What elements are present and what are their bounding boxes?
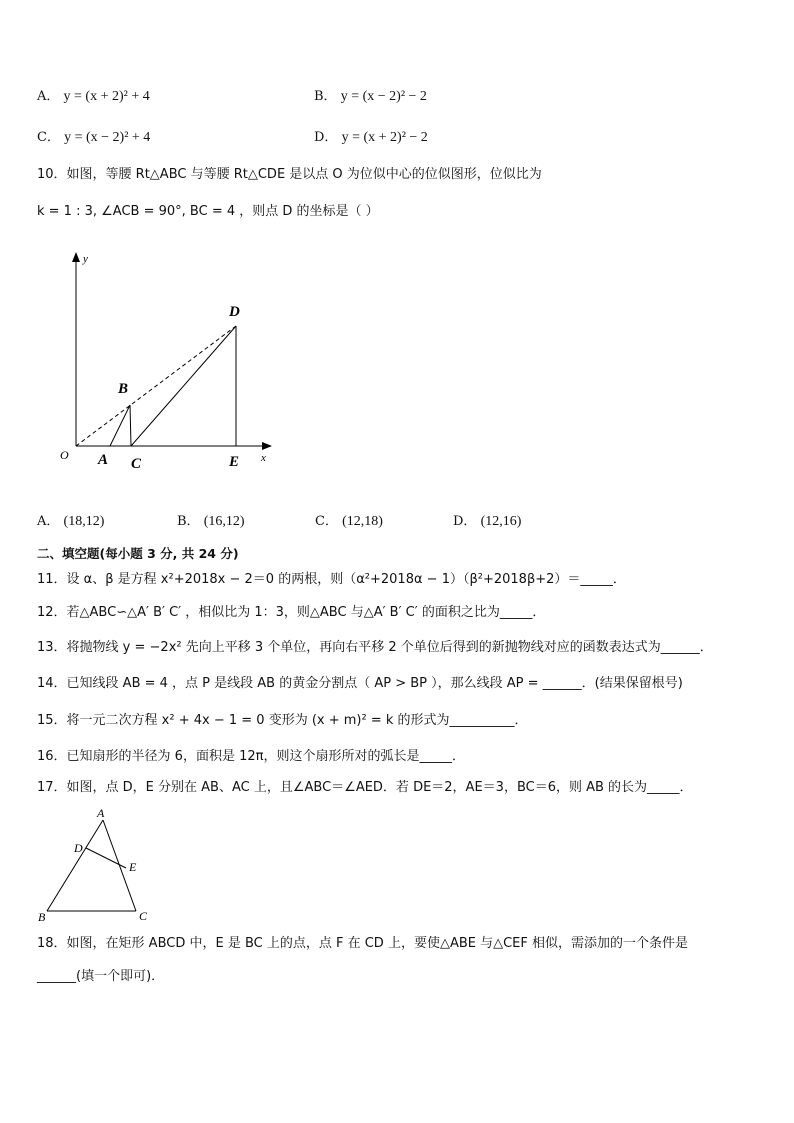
option-label: C． <box>37 130 60 145</box>
option-value: (18,12) <box>63 514 105 529</box>
label-o: O <box>60 448 69 462</box>
option-value: (16,12) <box>203 514 245 529</box>
section-heading: 二、填空题(每小题 3 分, 共 24 分) <box>37 546 239 561</box>
q16: 16．已知扇形的半径为 6，面积是 12π，则这个扇形所对的弧长是_____． <box>37 749 465 764</box>
q10-option-c <box>315 513 383 531</box>
label-e: E <box>129 860 137 874</box>
option-expression: y = (x + 2)² + 4 <box>63 89 150 104</box>
q10-option-d <box>453 513 521 531</box>
label-a: A <box>97 806 105 820</box>
label-d: D <box>74 841 83 855</box>
option-label: D． <box>314 130 338 145</box>
option-label: D． <box>453 514 477 529</box>
q14: 14．已知线段 AB = 4 ，点 P 是线段 AB 的黄金分割点（ AP > BP ），那么线段 AP = ______．(结果保留根号) <box>37 676 683 691</box>
dashed-od <box>76 326 236 446</box>
q17-figure <box>38 806 148 924</box>
option-label: A． <box>37 514 60 529</box>
label-e: E <box>229 454 240 470</box>
q13: 13．将抛物线 y = −2x² 先向上平移 3 个单位，再向右平移 2 个单位后得到的新抛物线对应的函数表达式为______． <box>37 640 713 655</box>
label-x: x <box>261 452 266 464</box>
option-expression: y = (x + 2)² − 2 <box>341 130 428 145</box>
q11: 11．设 α、β 是方程 x²+2018x − 2＝0 的两根，则（α²+2018α − 1）（β²+2018β+2）＝_____． <box>37 572 626 587</box>
label-b: B <box>38 910 46 924</box>
segment-ab <box>47 820 103 911</box>
label-c: C <box>131 456 142 472</box>
segment-cd <box>131 326 236 446</box>
y-axis-arrow <box>72 252 80 262</box>
q10-option-b <box>177 513 245 531</box>
label-b: B <box>118 381 129 397</box>
option-expression: y = (x − 2)² + 4 <box>64 130 151 145</box>
q17-text: 17．如图，点 D，E 分别在 AB、AC 上，且∠ABC＝∠AED．若 DE＝2，AE＝3，BC＝6，则 AB 的长为_____． <box>37 780 693 795</box>
q12: 12．若△ABC∽△A′ B′ C′ ，相似比为 1：3，则△ABC 与△A′ B′ C′ 的面积之比为_____． <box>37 605 546 620</box>
q15: 15．将一元二次方程 x² + 4x − 1 = 0 变形为 (x + m)² = k 的形式为__________． <box>37 713 528 728</box>
option-label: A． <box>37 89 60 104</box>
q18-line2: ______(填一个即可)． <box>37 969 165 984</box>
option-value: (12,18) <box>342 514 383 529</box>
segment-bc <box>130 405 131 446</box>
q10-option-a <box>37 513 104 531</box>
option-expression: y = (x − 2)² − 2 <box>340 89 427 104</box>
q10-line2: k = 1 : 3, ∠ACB = 90°, BC = 4 ，则点 D 的坐标是（ ） <box>37 204 379 219</box>
q10-line1: 10．如图，等腰 Rt△ABC 与等腰 Rt△CDE 是以点 O 为位似中心的位似图形，位似比为 <box>37 167 542 182</box>
segment-ab <box>110 405 130 446</box>
segment-de <box>86 848 126 868</box>
label-d: D <box>229 304 240 320</box>
label-y: y <box>83 253 88 265</box>
option-value: (12,16) <box>480 514 522 529</box>
x-axis-arrow <box>262 442 272 450</box>
label-c: C <box>139 909 148 923</box>
option-label: C． <box>315 514 338 529</box>
q18-line1: 18．如图，在矩形 ABCD 中，E 是 BC 上的点，点 F 在 CD 上，要使△ABE 与△CEF 相似，需添加的一个条件是 <box>37 936 689 951</box>
option-label: B． <box>177 514 200 529</box>
option-label: B． <box>314 89 337 104</box>
label-a: A <box>98 452 109 468</box>
